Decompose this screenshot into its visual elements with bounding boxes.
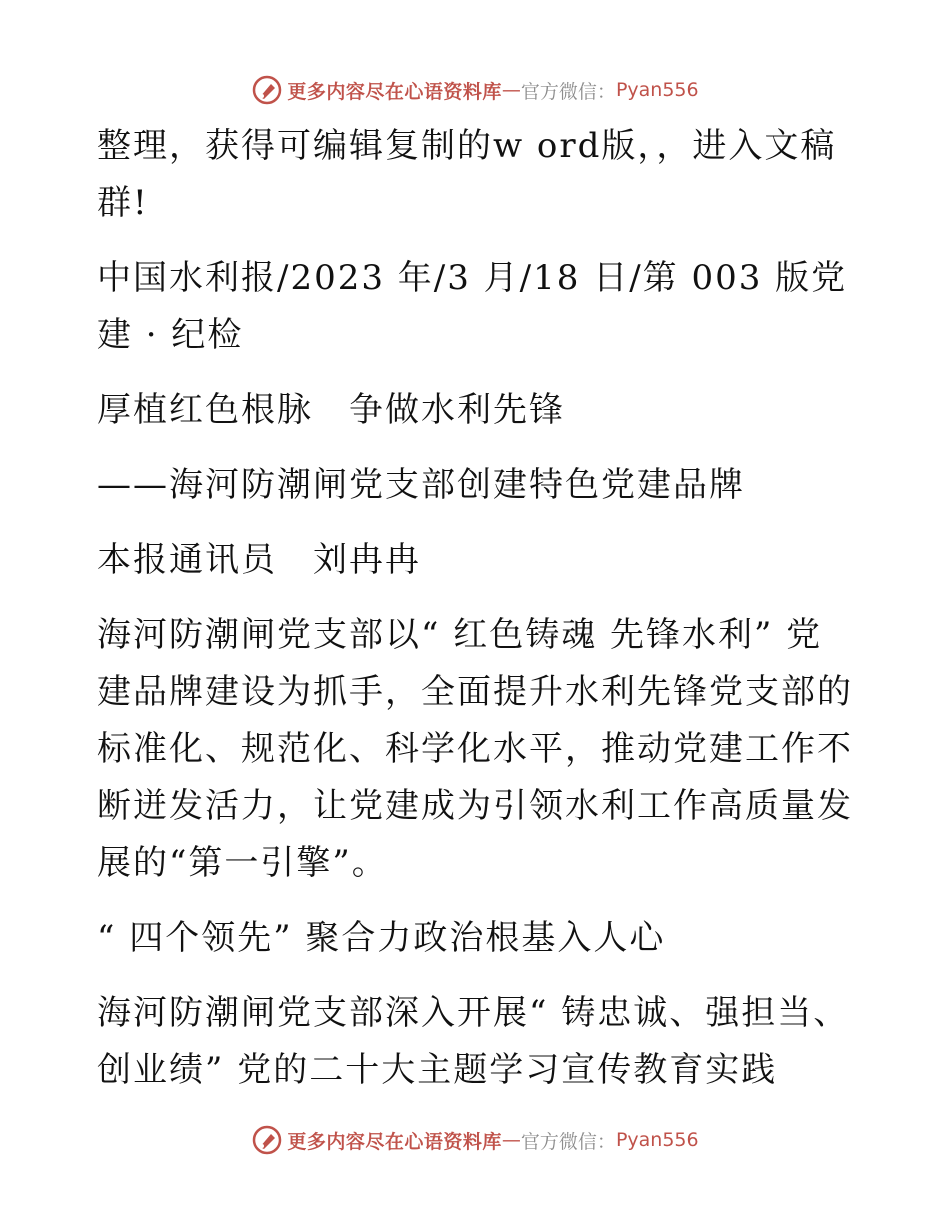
article-subtitle: ——海河防潮闸党支部创建特色党建品牌 xyxy=(97,465,745,505)
watermark-account: Pyan556 xyxy=(615,1129,699,1151)
watermark-account: Pyan556 xyxy=(615,79,699,101)
watermark-separator: — xyxy=(501,79,521,101)
source-line: 中国水利报/2023 年/3 月/18 日/第 003 版党建 · 纪检 xyxy=(97,258,848,355)
byline: 本报通讯员 刘冉冉 xyxy=(97,540,421,580)
watermark-text: 更多内容尽在心语资料库 xyxy=(287,80,502,103)
body-paragraph: 海河防潮闸党支部以“ 红色铸魂 先锋水利” 党建品牌建设为抓手，全面提升水利先锋党支部的标准化、规范化、科学化水平，推动党建工作不断迸发活力，让党建成为引领水利工作高质量发展的“第一引擎”。 xyxy=(97,615,853,883)
watermark-text: 更多内容尽在心语资料库 xyxy=(287,1130,502,1153)
watermark-wechat-label: 官方微信： xyxy=(520,1130,616,1153)
header-watermark xyxy=(0,70,950,110)
watermark-wechat-label: 官方微信： xyxy=(520,80,616,103)
body-paragraph: 海河防潮闸党支部深入开展“ 铸忠诚、强担当、创业绩” 党的二十大主题学习宣传教育实践 xyxy=(97,993,850,1090)
pen-nib-logo-icon xyxy=(251,74,283,106)
section-heading: “ 四个领先” 聚合力政治根基入人心 xyxy=(97,918,666,958)
article-title: 厚植红色根脉 争做水利先锋 xyxy=(97,390,565,430)
intro-note: 整理，获得可编辑复制的w ord版，，进入文稿群! xyxy=(97,126,837,223)
watermark-separator: — xyxy=(501,1129,521,1151)
article-body xyxy=(97,118,857,1099)
footer-watermark xyxy=(0,1120,950,1160)
pen-nib-logo-icon xyxy=(251,1124,283,1156)
